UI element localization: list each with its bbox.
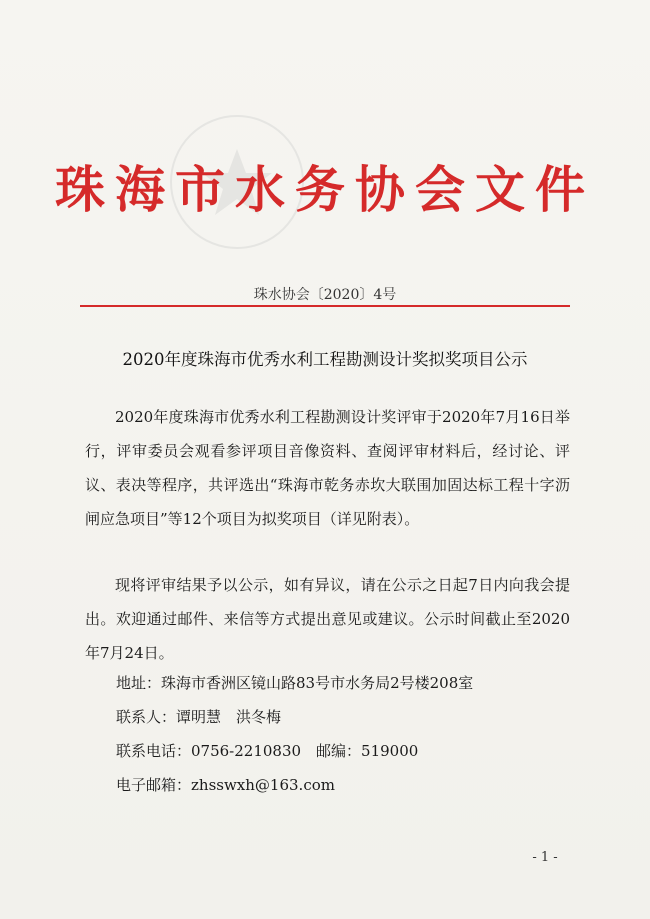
header-divider: [80, 305, 570, 307]
contact-address: 地址：珠海市香洲区镜山路83号市水务局2号楼208室: [116, 674, 474, 692]
contact-persons: 联系人：谭明慧 洪冬梅: [116, 708, 282, 726]
document-header-title: 珠海市水务协会文件: [55, 161, 595, 219]
page-number: - 1 -: [532, 850, 558, 865]
document-number: 珠水协会〔2020〕4号: [253, 287, 397, 303]
contact-phone-postcode: 联系电话：0756-2210830 邮编：519000: [116, 742, 419, 760]
notice-paragraph-1: 2020年度珠海市优秀水利工程勘测设计奖评审于2020年7月16日举行，评审委员会观看参评项目音像资料、查阅评审材料后，经讨论、评议、表决等程序，共评选出“珠海市乾务赤坎大联围加固达标工程十字沥闸应急项目”等12个项目为拟奖项目（详见附表）。: [85, 408, 570, 528]
notice-title: 2020年度珠海市优秀水利工程勘测设计奖拟奖项目公示: [122, 350, 528, 369]
contact-email: 电子邮箱：zhsswxh@163.com: [116, 776, 335, 794]
notice-paragraph-2: 现将评审结果予以公示，如有异议，请在公示之日起7日内向我会提出。欢迎通过邮件、来信等方式提出意见或建议。公示时间截止至2020年7月24日。: [85, 576, 570, 662]
